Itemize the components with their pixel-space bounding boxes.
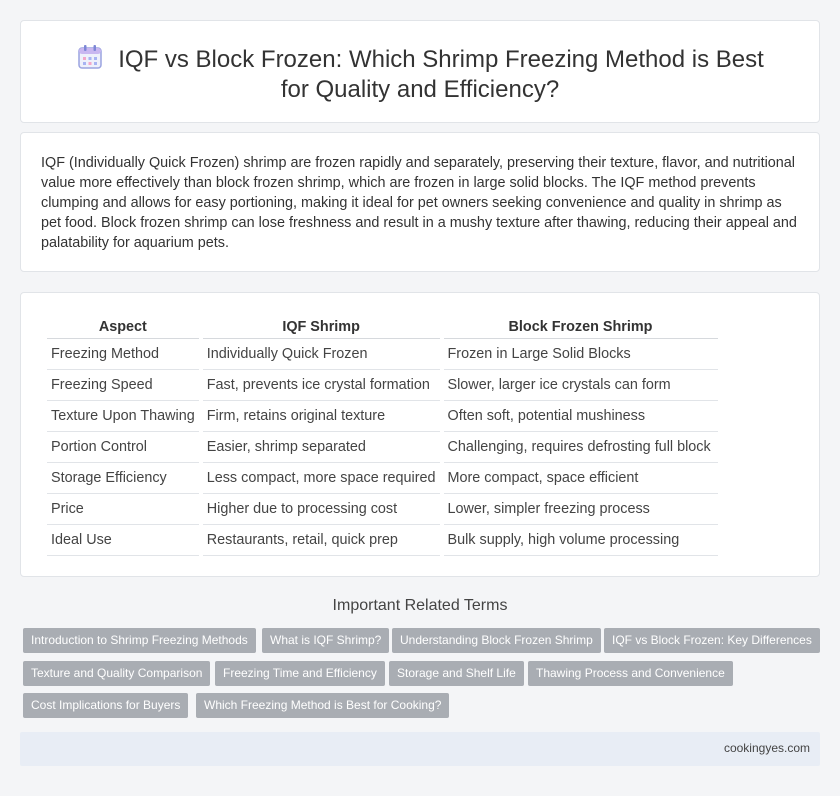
related-term-tag[interactable]: Thawing Process and Convenience <box>528 661 733 686</box>
table-cell: Challenging, requires defrosting full block <box>444 432 718 463</box>
table-cell: Freezing Speed <box>47 370 199 401</box>
footer-bar <box>20 732 820 766</box>
table-cell: Slower, larger ice crystals can form <box>444 370 718 401</box>
table-cell: Firm, retains original texture <box>203 401 440 432</box>
table-row <box>47 401 718 432</box>
title-card <box>20 20 820 123</box>
table-row <box>47 339 718 370</box>
table-row <box>47 494 718 525</box>
table-cell: Texture Upon Thawing <box>47 401 199 432</box>
column-header-block: Block Frozen Shrimp <box>444 315 718 339</box>
related-term-tag[interactable]: Cost Implications for Buyers <box>23 693 188 718</box>
table-cell: Ideal Use <box>47 525 199 556</box>
comparison-table-card <box>20 292 820 577</box>
summary-card <box>20 132 820 272</box>
table-row <box>47 370 718 401</box>
table-cell: Higher due to processing cost <box>203 494 440 525</box>
table-header-row <box>47 315 718 339</box>
table-cell: Lower, simpler freezing process <box>444 494 718 525</box>
table-row <box>47 463 718 494</box>
related-term-tag[interactable]: IQF vs Block Frozen: Key Differences <box>604 628 820 653</box>
table-cell: Frozen in Large Solid Blocks <box>444 339 718 370</box>
related-term-tag[interactable]: Understanding Block Frozen Shrimp <box>392 628 601 653</box>
table-cell: Fast, prevents ice crystal formation <box>203 370 440 401</box>
table-cell: Easier, shrimp separated <box>203 432 440 463</box>
table-cell: More compact, space efficient <box>444 463 718 494</box>
table-cell: Storage Efficiency <box>47 463 199 494</box>
related-term-tag[interactable]: Which Freezing Method is Best for Cooking? <box>196 693 449 718</box>
related-term-tag[interactable]: Freezing Time and Efficiency <box>215 661 385 686</box>
related-term-tag[interactable]: Texture and Quality Comparison <box>23 661 210 686</box>
footer-site-link[interactable]: cookingyes.com <box>723 741 810 755</box>
table-cell: Portion Control <box>47 432 199 463</box>
comparison-table <box>43 315 722 556</box>
table-row <box>47 525 718 556</box>
column-header-iqf: IQF Shrimp <box>203 315 440 339</box>
related-term-tag[interactable]: Storage and Shelf Life <box>389 661 524 686</box>
table-cell: Less compact, more space required <box>203 463 440 494</box>
related-terms-heading: Important Related Terms <box>332 597 508 614</box>
related-term-tag[interactable]: Introduction to Shrimp Freezing Methods <box>23 628 256 653</box>
table-cell: Often soft, potential mushiness <box>444 401 718 432</box>
table-cell: Price <box>47 494 199 525</box>
table-cell: Individually Quick Frozen <box>203 339 440 370</box>
page-title <box>61 43 779 105</box>
summary-paragraph: IQF (Individually Quick Frozen) shrimp are frozen rapidly and separately, preserving their texture, flavor, and nutritional value more effectively than block frozen shrimp, which are frozen in large solid blocks. The IQF method prevents clumping and allows for easy portioning, making it ideal for pet owners seeking convenience and quality in shrimp as pet food. Block frozen shrimp can lose freshness and result in a mushy texture after thawing, reducing their appeal and palatability for aquarium pets. <box>41 155 797 251</box>
page-title-text: IQF vs Block Frozen: Which Shrimp Freezing Method is Best for Quality and Efficiency? <box>118 46 764 103</box>
table-cell: Bulk supply, high volume processing <box>444 525 718 556</box>
related-term-tag[interactable]: What is IQF Shrimp? <box>262 628 389 653</box>
column-header-aspect: Aspect <box>47 315 199 339</box>
table-cell: Restaurants, retail, quick prep <box>203 525 440 556</box>
calendar-icon <box>76 43 104 71</box>
table-row <box>47 432 718 463</box>
table-cell: Freezing Method <box>47 339 199 370</box>
